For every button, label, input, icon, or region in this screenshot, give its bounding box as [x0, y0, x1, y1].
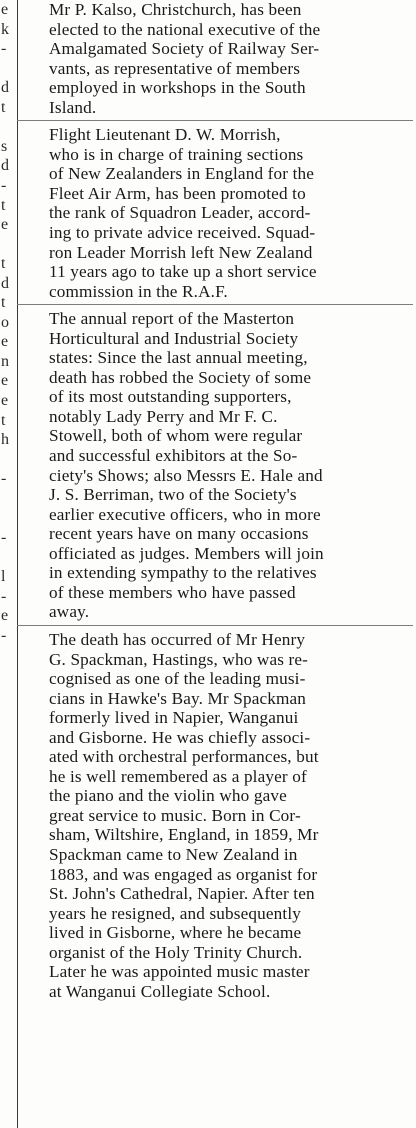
article-line: cognised as one of the leading musi- [49, 669, 306, 689]
column-rule [17, 0, 18, 1128]
article-line: 11 years ago to take up a short service [49, 262, 317, 282]
gutter-fragment: - [1, 176, 7, 194]
gutter-fragment: t [1, 255, 6, 273]
article-line: Later he was appointed music master [49, 962, 310, 982]
article-line: who is in charge of training sections [49, 144, 304, 164]
gutter-fragment: e [1, 392, 9, 409]
adjacent-column-fragment [0, 0, 14, 1128]
article-line: cians in Hawke's Bay. Mr Spackman [49, 688, 307, 708]
gutter-fragment: t [1, 411, 6, 429]
article-line: commission in the R.A.F. [49, 281, 228, 301]
gutter-fragment: e [1, 333, 9, 351]
article-line: at Wanganui Collegiate School. [49, 981, 271, 1001]
gutter-fragment: l [1, 567, 6, 585]
news-column [23, 0, 413, 1001]
article-text [23, 0, 413, 117]
gutter-fragment: e [1, 372, 9, 390]
article-horticultural-society [23, 309, 413, 622]
article-line: Horticultural and Industrial Society [49, 328, 299, 348]
article-line: ing to private advice received. Squad- [49, 223, 316, 243]
article-line: Mr P. Kalso, Christchurch, has been [49, 0, 302, 19]
article-line: ciety's Shows; also Messrs E. Hale and [49, 465, 323, 485]
gutter-fragment: - [1, 40, 7, 58]
article-line: 1883, and was engaged as organist for [49, 864, 318, 884]
gutter-fragment: - [1, 626, 7, 644]
article-line: ated with orchestral performances, but [49, 747, 319, 767]
article-text [23, 125, 413, 301]
article-line: earlier executive officers, who in more [49, 504, 321, 524]
article-line: great service to music. Born in Cor- [49, 805, 301, 825]
article-line: of New Zealanders in England for the [49, 164, 315, 184]
article-line: Stowell, both of whom were regular [49, 426, 303, 446]
gutter-fragment: o [1, 313, 9, 331]
gutter-fragment: s [1, 137, 8, 155]
article-text [23, 630, 413, 1001]
gutter-fragment: t [1, 196, 6, 214]
article-line: Amalgamated Society of Railway Ser- [49, 39, 320, 59]
article-spackman-obituary [23, 630, 413, 1001]
article-line: states: Since the last annual meeting, [49, 348, 308, 368]
article-separator [17, 625, 413, 626]
article-line: Flight Lieutenant D. W. Morrish, [49, 125, 281, 145]
article-line: St. John's Cathedral, Napier. After ten [49, 884, 315, 904]
article-line: elected to the national executive of the [49, 19, 321, 39]
article-line: officiated as judges. Members will join [49, 543, 324, 563]
article-line: Fleet Air Arm, has been promoted to [49, 183, 306, 203]
article-line: formerly lived in Napier, Wanganui [49, 708, 299, 728]
article-line: employed in workshops in the South [49, 78, 306, 98]
article-line: organist of the Holy Trinity Church. [49, 942, 303, 962]
gutter-fragment: - [1, 470, 7, 488]
gutter-fragment: k [1, 20, 9, 38]
gutter-fragment: e [1, 1, 9, 18]
gutter-fragment: e [1, 607, 9, 625]
article-line: recent years have on many occasions [49, 524, 309, 544]
gutter-fragment: t [1, 98, 6, 116]
article-line: of these members who have passed [49, 582, 296, 602]
article-line: away. [49, 602, 90, 622]
article-line: of its most outstanding supporters, [49, 387, 292, 407]
gutter-fragment: h [1, 431, 9, 449]
article-kalso [23, 0, 413, 117]
article-line: he is well remembered as a player of [49, 766, 307, 786]
article-line: death has robbed the Society of some [49, 367, 312, 387]
gutter-fragment: d [1, 79, 9, 97]
article-line: the rank of Squadron Leader, accord- [49, 203, 311, 223]
article-text [23, 309, 413, 622]
article-line: ron Leader Morrish left New Zealand [49, 242, 313, 262]
article-line: The death has occurred of Mr Henry [49, 629, 306, 649]
gutter-fragment: d [1, 274, 9, 292]
article-line: lived in Gisborne, where he became [49, 923, 302, 943]
gutter-fragment: n [1, 352, 9, 370]
article-separator [17, 120, 413, 121]
gutter-fragment: e [1, 216, 9, 234]
article-line: and successful exhibitors at the So- [49, 446, 298, 466]
article-line: in extending sympathy to the relatives [49, 563, 317, 583]
article-line: the piano and the violin who gave [49, 786, 287, 806]
gutter-fragment: d [1, 157, 9, 175]
gutter-fragment: - [1, 528, 7, 546]
article-line: G. Spackman, Hastings, who was re- [49, 649, 309, 669]
gutter-fragment: - [1, 587, 7, 605]
gutter-fragment: t [1, 294, 6, 312]
article-separator [17, 304, 413, 305]
article-line: The annual report of the Masterton [49, 309, 295, 329]
article-line: Island. [49, 97, 97, 117]
article-line: J. S. Berriman, two of the Society's [49, 485, 297, 505]
article-line: years he resigned, and subsequently [49, 903, 302, 923]
article-line: and Gisborne. He was chiefly associ- [49, 727, 311, 747]
article-line: notably Lady Perry and Mr F. C. [49, 406, 278, 426]
article-line: sham, Wiltshire, England, in 1859, Mr [49, 825, 319, 845]
article-line: Spackman came to New Zealand in [49, 844, 298, 864]
article-morrish [23, 125, 413, 301]
article-line: vants, as representative of members [49, 58, 301, 78]
